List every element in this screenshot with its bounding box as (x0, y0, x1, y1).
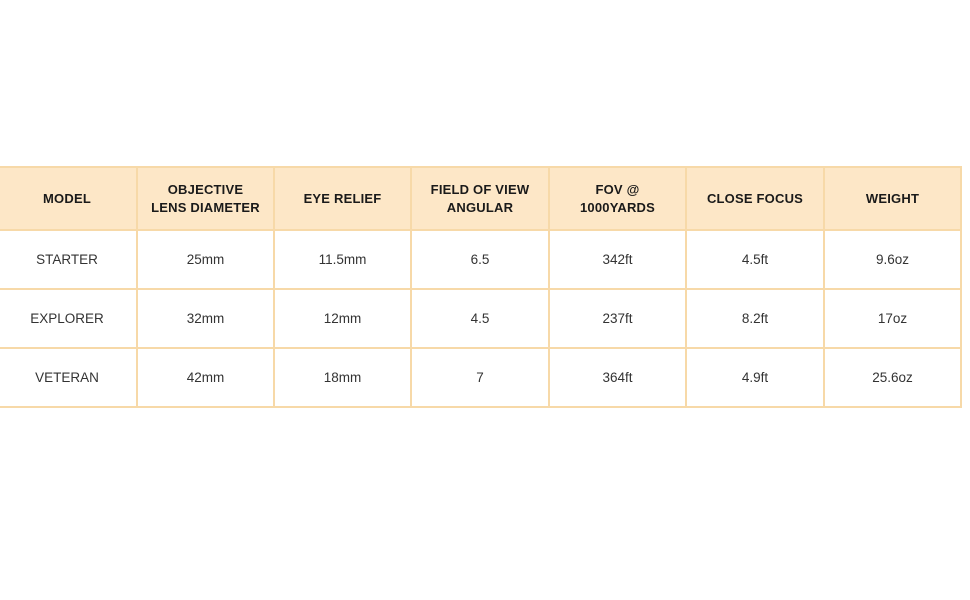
column-header-field-of-view-angular: FIELD OF VIEW ANGULAR (411, 167, 549, 230)
cell-objective-lens-diameter: 25mm (137, 230, 274, 289)
cell-fov-1000-yards: 342ft (549, 230, 686, 289)
cell-weight: 25.6oz (824, 348, 961, 407)
table-row (0, 348, 961, 407)
cell-objective-lens-diameter: 32mm (137, 289, 274, 348)
cell-weight: 9.6oz (824, 230, 961, 289)
cell-field-of-view-angular: 7 (411, 348, 549, 407)
cell-model: STARTER (0, 230, 137, 289)
column-header-weight: WEIGHT (824, 167, 961, 230)
cell-field-of-view-angular: 6.5 (411, 230, 549, 289)
column-header-objective-lens-diameter: OBJECTIVE LENS DIAMETER (137, 167, 274, 230)
cell-fov-1000-yards: 364ft (549, 348, 686, 407)
cell-eye-relief: 11.5mm (274, 230, 411, 289)
cell-fov-1000-yards: 237ft (549, 289, 686, 348)
column-header-eye-relief: EYE RELIEF (274, 167, 411, 230)
cell-close-focus: 8.2ft (686, 289, 824, 348)
cell-objective-lens-diameter: 42mm (137, 348, 274, 407)
cell-close-focus: 4.5ft (686, 230, 824, 289)
column-header-model: MODEL (0, 167, 137, 230)
table-header-row (0, 167, 961, 230)
cell-eye-relief: 18mm (274, 348, 411, 407)
cell-eye-relief: 12mm (274, 289, 411, 348)
column-header-fov-1000-yards: FOV @ 1000YARDS (549, 167, 686, 230)
cell-model: VETERAN (0, 348, 137, 407)
cell-weight: 17oz (824, 289, 961, 348)
column-header-close-focus: CLOSE FOCUS (686, 167, 824, 230)
table-row (0, 289, 961, 348)
cell-model: EXPLORER (0, 289, 137, 348)
table-row (0, 230, 961, 289)
cell-field-of-view-angular: 4.5 (411, 289, 549, 348)
cell-close-focus: 4.9ft (686, 348, 824, 407)
spec-comparison-table (0, 166, 962, 408)
